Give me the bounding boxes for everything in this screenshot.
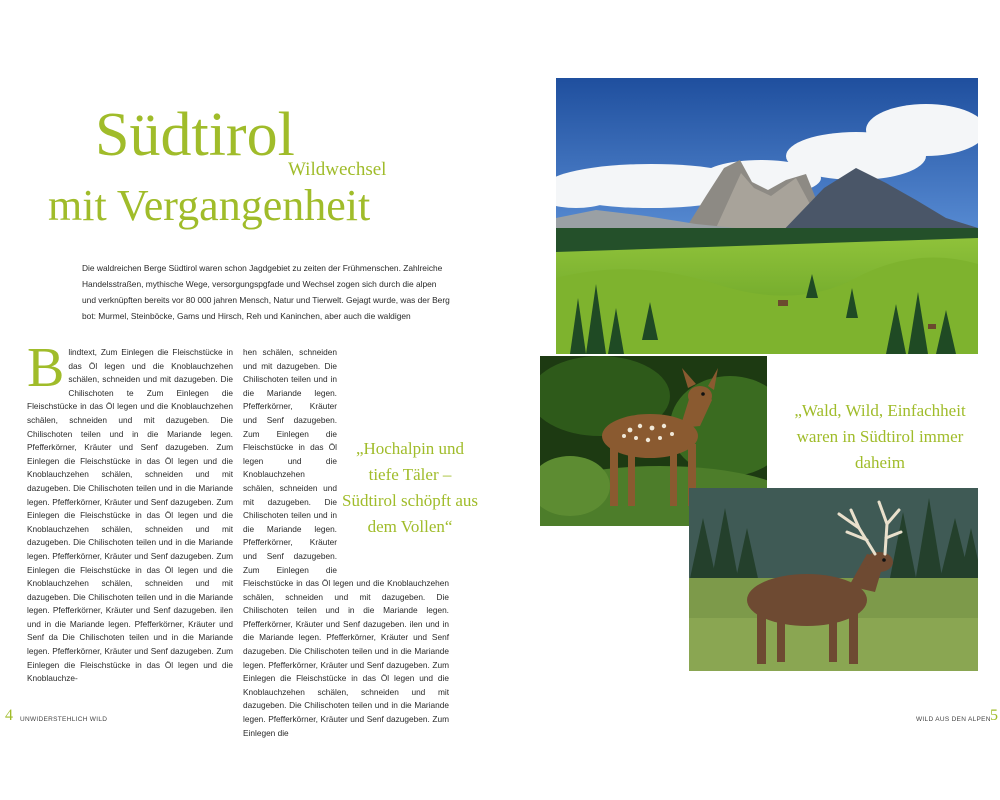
subtitle: Wildwechsel — [288, 159, 387, 180]
title-line-2: mit Vergangenheit — [48, 181, 371, 230]
running-head-right: WILD AUS DEN ALPEN — [916, 716, 991, 723]
running-head-left: UNWIDERSTEHLICH WILD — [20, 716, 108, 723]
column-1-text: lindtext, Zum Einlegen die Fleischstücke in das Öl legen und die Knoblauchzehen schälen, schneiden und mit dazugeben. Die Chilischoten te Zum Einlegen die Fleischstücke in das Öl legen und die Knoblauchzehen schälen, schneiden und mit dazugeben. Die Chilischoten teilen und in die Mariande legen. Pfefferkörner, Kräuter und Senf dazugeben. Zum Einlegen die Fleischstücke in das Öl legen und die Knoblauchzehen schälen, schneiden und mit dazugeben. Die Chilischoten teilen und in die Mariande legen. Pfefferkörner, Kräuter und Senf dazugeben. Zum Einlegen die Fleischstücke in das Öl legen und die Knoblauchzehen schälen, schneiden und mit dazugeben. Die Chilischoten teilen und in die Mariande legen. Pfefferkörner, Kräuter und Senf dazugeben. Zum Einlegen die Fleischstücke in das Öl legen und die Knoblauchzehen schälen, schneiden und mit dazugeben. Die Chilischoten teilen und in die Mariande legen. Pfefferkörner, Kräuter und Senf dazugeben. ilen und in die Mariande legen. Pfefferkörner, Kräuter und Senf da Die Chilischoten teilen und in die Mariande legen. Pfefferkörner, Kräuter und Senf dazugeben. Zum Einlegen die Fleischstücke in das Öl legen und die Knoblauchze- — [27, 347, 233, 684]
body-column-2 — [243, 346, 449, 740]
body-column-1 — [27, 337, 233, 686]
page-number-left: 4 — [5, 707, 13, 724]
intro-paragraph: Die waldreichen Berge Südtirol waren schon Jagdgebiet zu zeiten der Frühmenschen. Zahlreiche Handelsstraßen, mythische Wege, versorgungspgfade und Wechsel zogen sich durch die alpen und verknüpften bereits vor 80 000 jahren Mensch, Natur und Tierwelt. Gejagt wurde, was der Berg bot: Murmel, Steinböcke, Gams und Hirsch, Reh und Kaninchen, aber auch die waldigen — [82, 263, 450, 321]
column-2-text: hen schälen, schneiden und mit dazugeben. Die Chilischoten teilen und in die Mariande legen. Pfefferkörner, Kräuter und Senf dazugeben. Zum Einlegen die Fleischstücke in das Öl legen und die Knoblauchzehen schälen, schneiden und mit dazugeben. Die Chilischoten teilen und in die Mariande legen. Pfefferkörner, Kräuter und Senf dazugeben. Zum Einlegen die Fleischstücke in das Öl legen und die Knoblauchzehen schälen, schneiden und mit dazugeben. Die Chilischoten teilen und in die Mariande legen. Pfefferkörner, Kräuter und Senf dazugeben. ilen und in die Mariande legen. Pfefferkörner, Kräuter und Senf dazugeben. Die Chilischoten teilen und in die Mariande legen. Pfefferkörner, Kräuter und Senf dazugeben. Zum Einlegen die Fleischstücke in das Öl legen und die Knoblauchzehen schälen, schneiden und mit dazugeben. Die Chilischoten teilen und in die Mariande legen. Pfefferkörner, Kräuter und Senf dazugeben. Zum Einlegen die — [243, 347, 449, 738]
page-number-right: 5 — [990, 707, 998, 724]
title-line-1: Südtirol — [95, 101, 295, 169]
pullquote-right: „Wald, Wild, Einfachheit waren in Südtirol immer daheim — [794, 401, 966, 472]
photo-alpine-landscape — [556, 78, 978, 354]
photo-red-deer — [689, 488, 978, 671]
drop-cap: B — [27, 337, 65, 399]
pullquote-left: „Hochalpin und tiefe Täler – Südtirol schöpft aus dem Vollen“ — [342, 439, 478, 536]
